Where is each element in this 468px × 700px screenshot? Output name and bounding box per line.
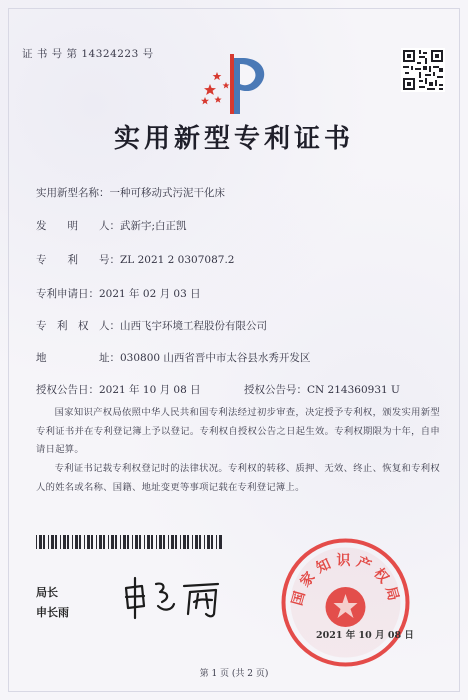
page-indicator: 第 1 页 (共 2 页) [199, 669, 269, 679]
field-separator: ： [88, 384, 99, 396]
qr-code-icon [401, 48, 445, 92]
field-value: 2021 年 10 月 08 日 [99, 384, 201, 396]
field-label: 实用新型名称 [36, 187, 99, 199]
cnipa-emblem-icon [196, 50, 276, 116]
field-value: 一种可移动式污泥干化床 [109, 187, 225, 199]
field-label: 授权公告号 [244, 384, 297, 396]
field-patent-number [36, 252, 234, 267]
field-separator: ： [99, 187, 110, 199]
field-patentee [36, 318, 267, 333]
field-separator: ： [109, 220, 120, 232]
legal-status-paragraph: 专利证书记载专利权登记时的法律状况。专利权的转移、质押、无效、终止、恢复和专利权人的姓名或名称、国籍、地址变更等事项记载在专利登记簿上。 [36, 463, 440, 493]
seal-date: 2021 年 10 月 08 日 [316, 630, 414, 641]
field-label: 授权公告日 [36, 384, 89, 396]
field-grant-number [244, 382, 400, 397]
director-name: 申长雨 [36, 606, 69, 619]
field-label: 专利申请日 [36, 288, 89, 300]
handwritten-signature-icon [120, 574, 250, 620]
field-value: 武新宇;白正凯 [120, 220, 187, 232]
field-value: CN 214360931 U [307, 384, 400, 396]
field-separator: ： [109, 254, 120, 266]
official-seal-icon [278, 535, 413, 670]
field-value: ZL 2021 2 0307087.2 [120, 254, 235, 266]
field-separator: ： [109, 320, 120, 332]
field-label: 专 利 号 [36, 254, 110, 266]
field-grant-date [36, 382, 201, 397]
field-value: 030800 山西省晋中市太谷县水秀开发区 [120, 352, 311, 364]
field-label: 专 利 权 人 [36, 320, 110, 332]
field-utility-model-name [36, 185, 225, 200]
director-title: 局长 [36, 586, 58, 599]
field-address [36, 350, 310, 365]
field-separator: ： [296, 384, 307, 396]
certificate-number: 证 书 号 第 14324223 号 [22, 48, 154, 60]
field-value: 2021 年 02 月 03 日 [99, 288, 201, 300]
field-label: 发 明 人 [36, 220, 110, 232]
field-value: 山西飞宇环境工程股份有限公司 [120, 320, 267, 332]
field-separator: ： [109, 352, 120, 364]
field-inventors [36, 218, 187, 233]
seal-arc-text: 国家知识产权局 [289, 553, 403, 608]
grant-statement-paragraph: 国家知识产权局依照中华人民共和国专利法经过初步审查，决定授予专利权，颁发实用新型专利证书并在专利登记簿上予以登记。专利权自授权公告之日起生效。专利权期限为十年，自申请日起算。 [36, 407, 440, 455]
field-label: 地 址 [36, 352, 110, 364]
barcode-icon [36, 535, 222, 549]
field-separator: ： [88, 288, 99, 300]
page-title: 实用新型专利证书 [113, 124, 354, 154]
field-application-date [36, 286, 201, 301]
